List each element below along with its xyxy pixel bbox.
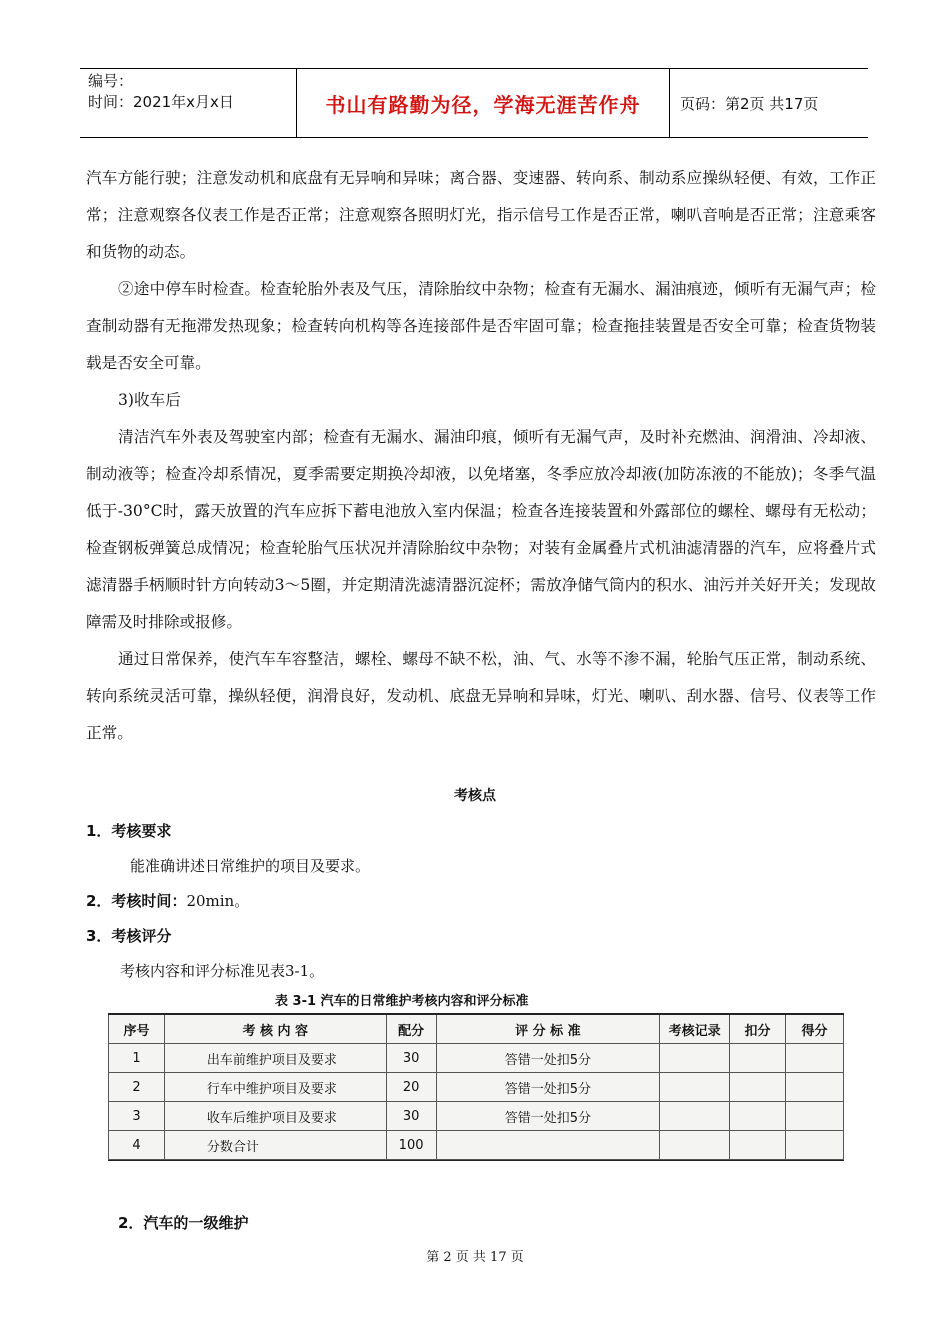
assessment-item-1 xyxy=(86,820,171,841)
assessment-item-3 xyxy=(86,925,171,946)
table-cell: 30 xyxy=(386,1102,436,1131)
table-cell: 30 xyxy=(386,1044,436,1073)
table-cell xyxy=(786,1131,844,1160)
item-value: 20min。 xyxy=(186,892,250,910)
table-cell xyxy=(730,1073,786,1102)
paragraph: 清洁汽车外表及驾驶室内部；检查有无漏水、漏油印痕，倾听有无漏气声，及时补充燃油、润滑油、冷却液、制动液等；检查冷却系情况，夏季需要定期换冷却液，以免堵塞，冬季应放冷却液(加防冻液的不能放)；冬季气温低于-30°C时，露天放置的汽车应拆下蓄电池放入室内保温；检查各连接装置和外露部位的螺栓、螺母有无松动；检查钢板弹簧总成情况；检查轮胎气压状况并清除胎纹中杂物；对装有金属叠片式机油滤清器的汽车，应将叠片式滤清器手柄顺时针方向转动3～5圈，并定期清洗滤清器沉淀杯；需放净储气筒内的积水、油污并关好开关；发现故障需及时排除或报修。 xyxy=(86,428,876,631)
header-cell: 考 核 内 容 xyxy=(164,1015,386,1044)
table-row xyxy=(109,1044,844,1073)
assessment-title: 考核点 xyxy=(454,788,496,804)
item-heading: 2．考核时间： xyxy=(86,892,187,910)
header-page: 页码：第2页 共17页 xyxy=(680,94,819,113)
table-cell: 1 xyxy=(109,1044,165,1073)
assessment-item-2 xyxy=(86,890,249,911)
score-table xyxy=(108,1015,844,1160)
table-cell: 3 xyxy=(109,1102,165,1131)
header-number: 编号： xyxy=(88,72,134,90)
table-cell: 出车前维护项目及要求 xyxy=(164,1044,386,1073)
table-cell: 分数合计 xyxy=(164,1131,386,1160)
score-table-wrapper xyxy=(108,1013,844,1161)
table-row xyxy=(109,1131,844,1160)
table-row xyxy=(109,1073,844,1102)
paragraph: ②途中停车时检查。检查轮胎外表及气压，清除胎纹中杂物；检查有无漏水、漏油痕迹，倾听有无漏气声；检查制动器有无拖滞发热现象；检查转向机构等各连接部件是否牢固可靠；检查拖挂装置是否安全可靠；检查货物装载是否安全可靠。 xyxy=(86,280,876,372)
table-cell: 100 xyxy=(386,1131,436,1160)
header-cell: 评 分 标 准 xyxy=(436,1015,660,1044)
page-footer: 第 2 页 共 17 页 xyxy=(426,1250,524,1265)
table-row xyxy=(109,1102,844,1131)
header-cell: 配分 xyxy=(386,1015,436,1044)
subheading: 3)收车后 xyxy=(118,391,181,409)
table-cell xyxy=(786,1044,844,1073)
table-cell xyxy=(730,1131,786,1160)
table-cell: 2 xyxy=(109,1073,165,1102)
table-cell: 4 xyxy=(109,1131,165,1160)
table-cell xyxy=(730,1102,786,1131)
header-meta xyxy=(80,69,297,137)
header-motto: 书山有路勤为径，学海无涯苦作舟 xyxy=(297,69,670,137)
header-time: 时间：2021年x月x日 xyxy=(88,93,234,111)
body-text xyxy=(86,160,876,752)
next-section-heading xyxy=(118,1212,248,1233)
table-cell: 收车后维护项目及要求 xyxy=(164,1102,386,1131)
table-cell: 行车中维护项目及要求 xyxy=(164,1073,386,1102)
item-heading: 3．考核评分 xyxy=(86,927,172,945)
table-cell xyxy=(660,1073,730,1102)
table-cell: 答错一处扣5分 xyxy=(436,1102,660,1131)
table-cell xyxy=(786,1102,844,1131)
table-caption: 表 3-1 汽车的日常维护考核内容和评分标准 xyxy=(275,994,529,1009)
table-cell xyxy=(786,1073,844,1102)
table-cell xyxy=(730,1044,786,1073)
assessment-item-1-text: 能准确讲述日常维护的项目及要求。 xyxy=(130,857,371,875)
table-cell xyxy=(660,1131,730,1160)
table-cell: 答错一处扣5分 xyxy=(436,1044,660,1073)
header-cell: 得分 xyxy=(786,1015,844,1044)
table-cell xyxy=(660,1044,730,1073)
assessment-item-3-text: 考核内容和评分标准见表3-1。 xyxy=(120,962,325,980)
table-cell: 答错一处扣5分 xyxy=(436,1073,660,1102)
section-title: 2．汽车的一级维护 xyxy=(118,1214,249,1232)
table-cell xyxy=(660,1102,730,1131)
header-cell: 扣分 xyxy=(730,1015,786,1044)
paragraph: 汽车方能行驶；注意发动机和底盘有无异响和异味；离合器、变速器、转向系、制动系应操纵轻便、有效，工作正常；注意观察各仪表工作是否正常；注意观察各照明灯光，指示信号工作是否正常，喇叭音响是否正常；注意乘客和货物的动态。 xyxy=(86,169,876,261)
table-cell: 20 xyxy=(386,1073,436,1102)
paragraph: 通过日常保养，使汽车车容整洁，螺栓、螺母不缺不松，油、气、水等不渗不漏，轮胎气压正常，制动系统、转向系统灵活可靠，操纵轻便，润滑良好，发动机、底盘无异响和异味，灯光、喇叭、刮水器、信号、仪表等工作正常。 xyxy=(86,650,876,742)
page-header xyxy=(80,68,868,138)
table-header-row xyxy=(109,1015,844,1044)
header-cell: 考核记录 xyxy=(660,1015,730,1044)
table-cell xyxy=(436,1131,660,1160)
header-cell: 序号 xyxy=(109,1015,165,1044)
item-heading: 1．考核要求 xyxy=(86,822,172,840)
